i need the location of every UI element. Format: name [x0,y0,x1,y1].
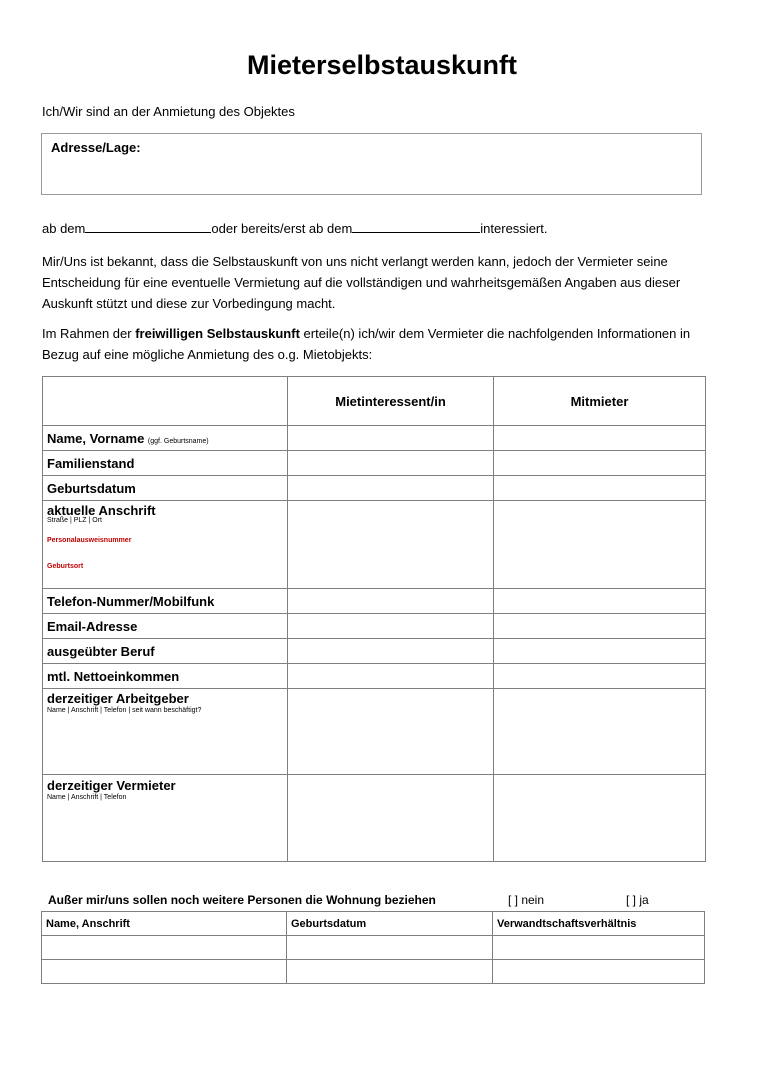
name-label: Name, Vorname [47,431,145,446]
row-label-address [43,501,288,589]
row-label-employer [43,689,288,775]
other-persons-question: Außer mir/uns sollen noch weitere Personen die Wohnung beziehen [48,893,436,907]
info-paragraph [42,323,704,365]
header-relationship: Verwandtschaftsverhältnis [493,912,705,936]
info-before: Im Rahmen der [42,326,136,341]
landlord-note: Name | Anschrift | Telefon [47,794,127,801]
cell-cotenant-phone[interactable] [494,589,706,614]
info-after: erteile(n) ich/wir dem Vermieter die nachfolgenden Informationen in Bezug auf eine mögliche Anmietung des o.g. Mietobjekts: [42,326,691,362]
date-suffix: interessiert. [480,221,548,236]
other-persons-table [41,911,705,984]
option-yes-checkbox[interactable]: [ ] ja [626,893,649,907]
row-label-email: Email-Adresse [43,614,288,639]
cell-cotenant-name[interactable] [494,426,706,451]
address-label: Adresse/Lage: [51,140,141,155]
date-middle: oder bereits/erst ab dem [211,221,353,236]
cell-applicant-address[interactable] [288,501,494,589]
cell-cotenant-address[interactable] [494,501,706,589]
person-2-relationship-cell[interactable] [493,960,705,984]
address-row-label: aktuelle Anschrift [47,503,156,518]
employer-note: Name | Anschrift | Telefon | seit wann beschäftigt? [47,707,202,714]
col-header-applicant: Mietinteressent/in [288,377,494,426]
cell-applicant-phone[interactable] [288,589,494,614]
date-prefix: ab dem [42,221,86,236]
cell-cotenant-birthdate[interactable] [494,476,706,501]
id-number-label: Personalausweisnummer [47,537,132,544]
cell-cotenant-landlord[interactable] [494,775,706,862]
date-from-blank[interactable] [85,218,211,233]
row-label-job: ausgeübter Beruf [43,639,288,664]
disclaimer-paragraph: Mir/Uns ist bekannt, dass die Selbstauskunft von uns nicht verlangt werden kann, jedoch der Vermieter seine Entscheidung für eine eventuelle Vermietung auf die vollständigen und wahrheitsgemäßen Angaben aus dieser Auskunft stützt und diese zur Vorbedingung macht. [42,254,681,311]
col-header-cotenant: Mitmieter [494,377,706,426]
date-alt-blank[interactable] [352,218,480,233]
cell-applicant-email[interactable] [288,614,494,639]
row-label-family: Familienstand [43,451,288,476]
row-label-name [43,426,288,451]
row-label-birthdate: Geburtsdatum [43,476,288,501]
cell-applicant-birthdate[interactable] [288,476,494,501]
person-1-name-cell[interactable] [42,936,287,960]
row-label-phone: Telefon-Nummer/Mobilfunk [43,589,288,614]
info-bold: freiwilligen Selbstauskunft [135,326,300,341]
row-label-income: mtl. Nettoeinkommen [43,664,288,689]
header-birthdate: Geburtsdatum [287,912,493,936]
name-note: (ggf. Geburtsname) [147,438,209,445]
header-empty-cell [43,377,288,426]
cell-applicant-family[interactable] [288,451,494,476]
cell-cotenant-email[interactable] [494,614,706,639]
person-2-name-cell[interactable] [42,960,287,984]
landlord-label: derzeitiger Vermieter [47,778,176,793]
cell-applicant-income[interactable] [288,664,494,689]
date-line [42,218,547,239]
person-1-relationship-cell[interactable] [493,936,705,960]
cell-cotenant-income[interactable] [494,664,706,689]
option-no-checkbox[interactable]: [ ] nein [508,893,545,907]
person-2-birthdate-cell[interactable] [287,960,493,984]
header-name-address: Name, Anschrift [42,912,287,936]
cell-applicant-employer[interactable] [288,689,494,775]
cell-applicant-job[interactable] [288,639,494,664]
applicant-table [42,376,706,862]
birthplace-label: Geburtsort [47,563,84,570]
address-note: Straße | PLZ | Ort [47,517,102,524]
cell-cotenant-job[interactable] [494,639,706,664]
page-title: Mieterselbstauskunft [246,50,518,80]
row-label-landlord [43,775,288,862]
cell-applicant-landlord[interactable] [288,775,494,862]
intro-text: Ich/Wir sind an der Anmietung des Objektes [42,104,295,119]
cell-cotenant-employer[interactable] [494,689,706,775]
address-box[interactable] [41,133,702,195]
employer-label: derzeitiger Arbeitgeber [47,691,189,706]
cell-cotenant-family[interactable] [494,451,706,476]
cell-applicant-name[interactable] [288,426,494,451]
person-1-birthdate-cell[interactable] [287,936,493,960]
